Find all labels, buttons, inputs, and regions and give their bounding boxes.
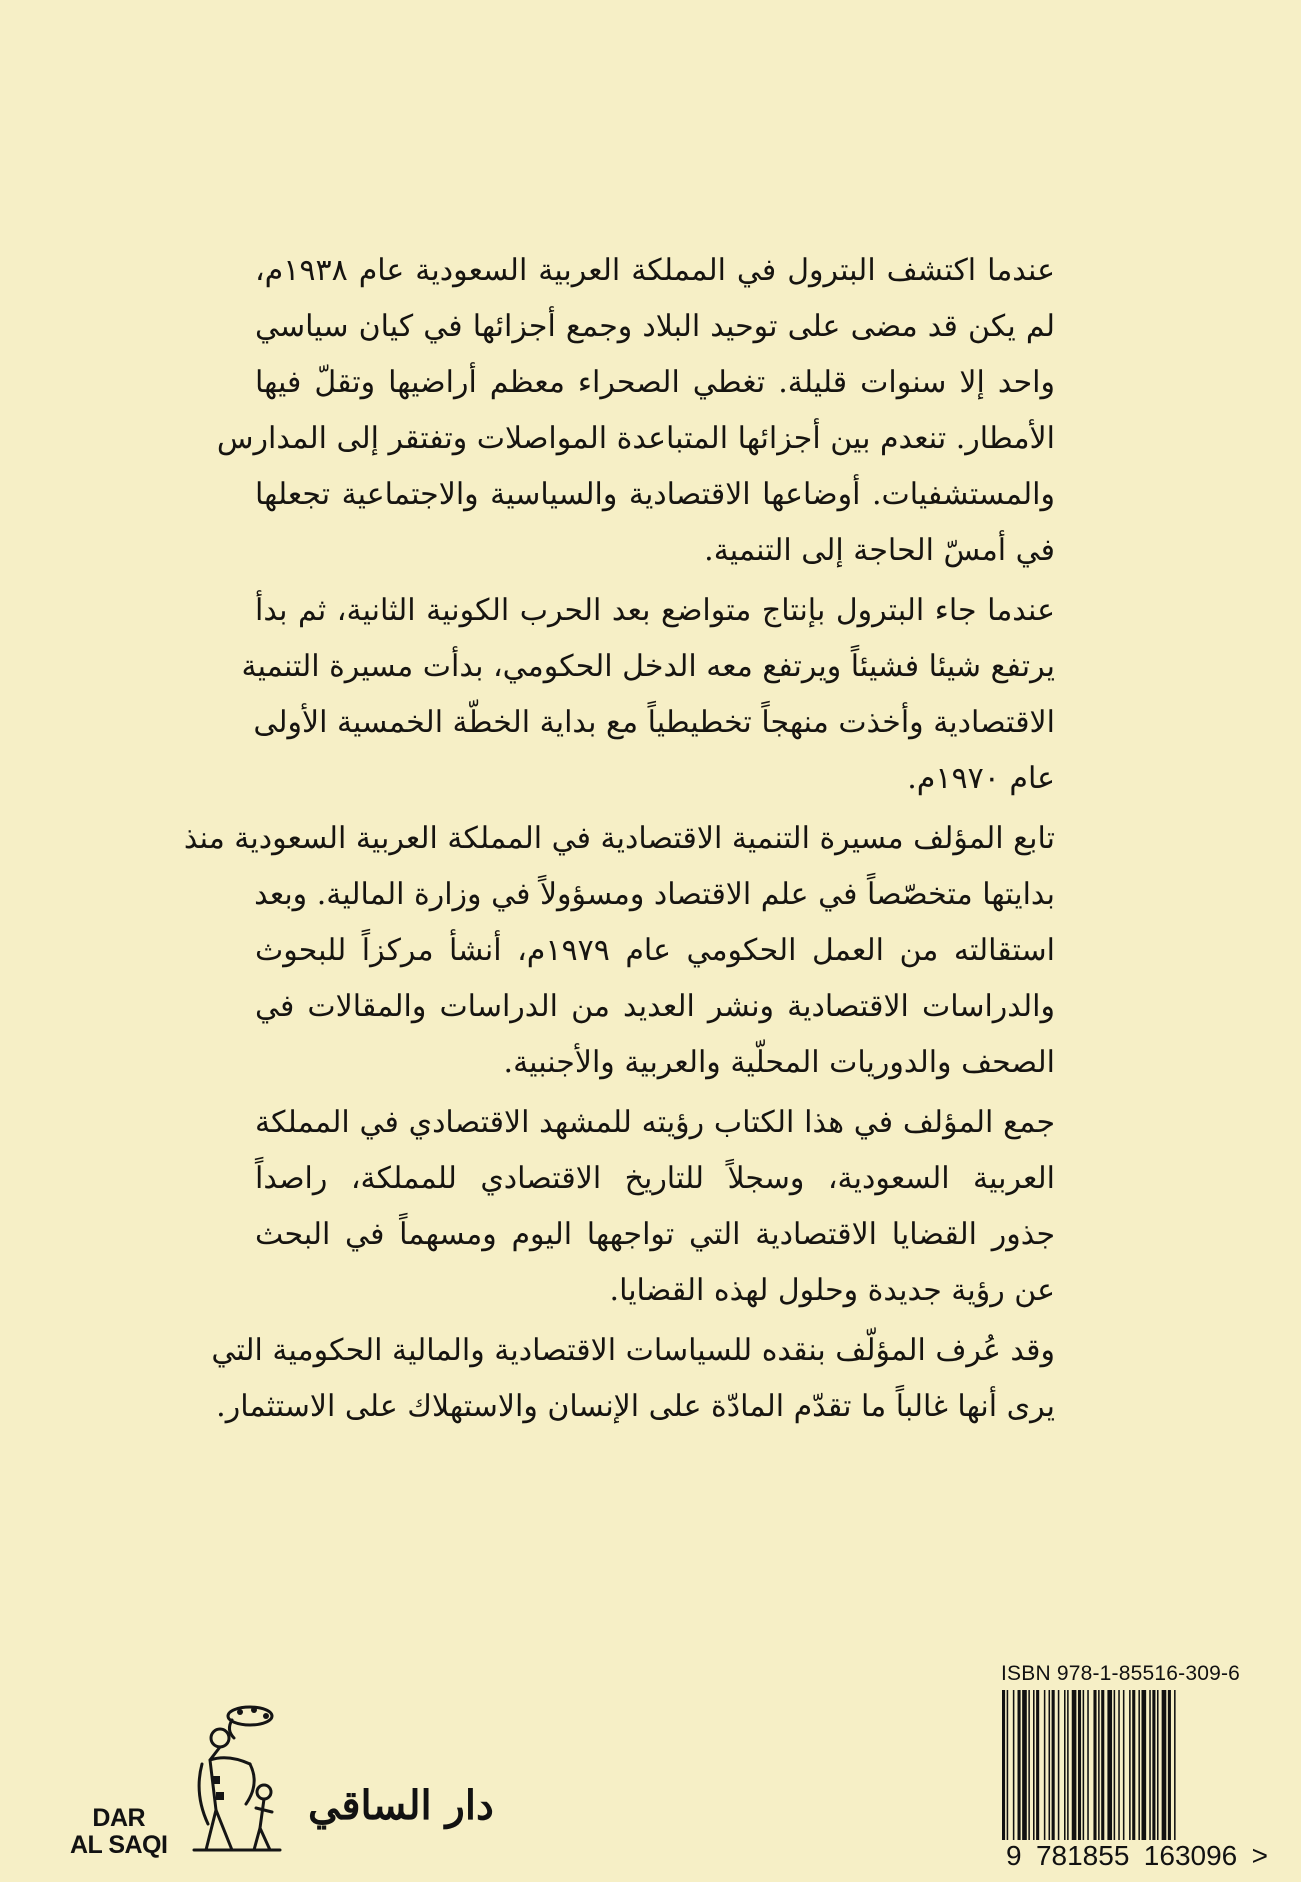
isbn-label: ISBN 978-1-85516-309-6 bbox=[1001, 1662, 1241, 1685]
paragraph-4 bbox=[255, 1095, 1055, 1319]
publisher-name-line: AL SAQI bbox=[70, 1831, 168, 1859]
text-line: استقالته من العمل الحكومي عام ١٩٧٩م، أنشأ مركزاً للبحوث bbox=[255, 933, 1055, 968]
text-line: يرتفع شيئا فشيئاً ويرتفع معه الدخل الحكومي، بدأت مسيرة التنمية bbox=[241, 649, 1055, 684]
text-line: الأمطار. تنعدم بين أجزائها المتباعدة المواصلات وتفتقر إلى المدارس bbox=[216, 421, 1055, 456]
publisher-logo-arabic: دار الساقي bbox=[308, 1782, 494, 1829]
text-line: لم يكن قد مضى على توحيد البلاد وجمع أجزائها في كيان سياسي bbox=[255, 309, 1055, 344]
publisher-name-line: DAR bbox=[92, 1804, 146, 1832]
paragraph-3 bbox=[183, 811, 1055, 1091]
text-line: جذور القضايا الاقتصادية التي تواجهها اليوم ومسهماً في البحث bbox=[255, 1217, 1055, 1252]
text-line: واحد إلا سنوات قليلة. تغطي الصحراء معظم أراضيها وتقلّ فيها bbox=[255, 365, 1055, 400]
text-line: جمع المؤلف في هذا الكتاب رؤيته للمشهد الاقتصادي في المملكة bbox=[255, 1105, 1055, 1140]
text-line: عندما جاء البترول بإنتاج متواضع بعد الحرب الكونية الثانية، ثم بدأ bbox=[255, 593, 1055, 628]
text-line: عن رؤية جديدة وحلول لهذه القضايا. bbox=[609, 1273, 1055, 1308]
water-carrier-emblem-icon bbox=[180, 1700, 300, 1870]
barcode-digit-group: > bbox=[1251, 1840, 1268, 1871]
text-line: في أمسّ الحاجة إلى التنمية. bbox=[704, 533, 1055, 568]
barcode-digit-group: 163096 bbox=[1143, 1840, 1238, 1871]
text-line: العربية السعودية، وسجلاً للتاريخ الاقتصادي للمملكة، راصداً bbox=[255, 1161, 1055, 1196]
back-cover-blurb bbox=[183, 243, 1055, 1435]
text-line: والمستشفيات. أوضاعها الاقتصادية والسياسية والاجتماعية تجعلها bbox=[255, 477, 1055, 512]
text-line: وقد عُرف المؤلّف بنقده للسياسات الاقتصادية والمالية الحكومية التي bbox=[211, 1333, 1055, 1368]
text-line: عندما اكتشف البترول في المملكة العربية السعودية عام ١٩٣٨م، bbox=[255, 253, 1055, 288]
text-line: بدايتها متخصّصاً في علم الاقتصاد ومسؤولاً في وزارة المالية. وبعد bbox=[254, 877, 1055, 912]
text-line: الصحف والدوريات المحلّية والعربية والأجنبية. bbox=[503, 1045, 1055, 1080]
barcode-icon bbox=[1000, 1690, 1252, 1840]
barcode-digit-group: 9 bbox=[1006, 1840, 1022, 1871]
barcode-digit-group: 781855 bbox=[1035, 1840, 1130, 1871]
paragraph-1 bbox=[216, 243, 1055, 579]
paragraph-5 bbox=[211, 1323, 1055, 1435]
text-line: تابع المؤلف مسيرة التنمية الاقتصادية في المملكة العربية السعودية منذ bbox=[183, 821, 1055, 856]
text-line: والدراسات الاقتصادية ونشر العديد من الدراسات والمقالات في bbox=[255, 989, 1055, 1024]
publisher-logo-latin bbox=[70, 1805, 167, 1859]
paragraph-2 bbox=[241, 583, 1055, 807]
text-line: عام ١٩٧٠م. bbox=[907, 761, 1055, 796]
text-line: الاقتصادية وأخذت منهجاً تخطيطياً مع بداية الخطّة الخمسية الأولى bbox=[253, 705, 1055, 740]
text-line: يرى أنها غالباً ما تقدّم المادّة على الإنسان والاستهلاك على الاستثمار. bbox=[216, 1389, 1055, 1424]
barcode-digits bbox=[1006, 1840, 1268, 1872]
